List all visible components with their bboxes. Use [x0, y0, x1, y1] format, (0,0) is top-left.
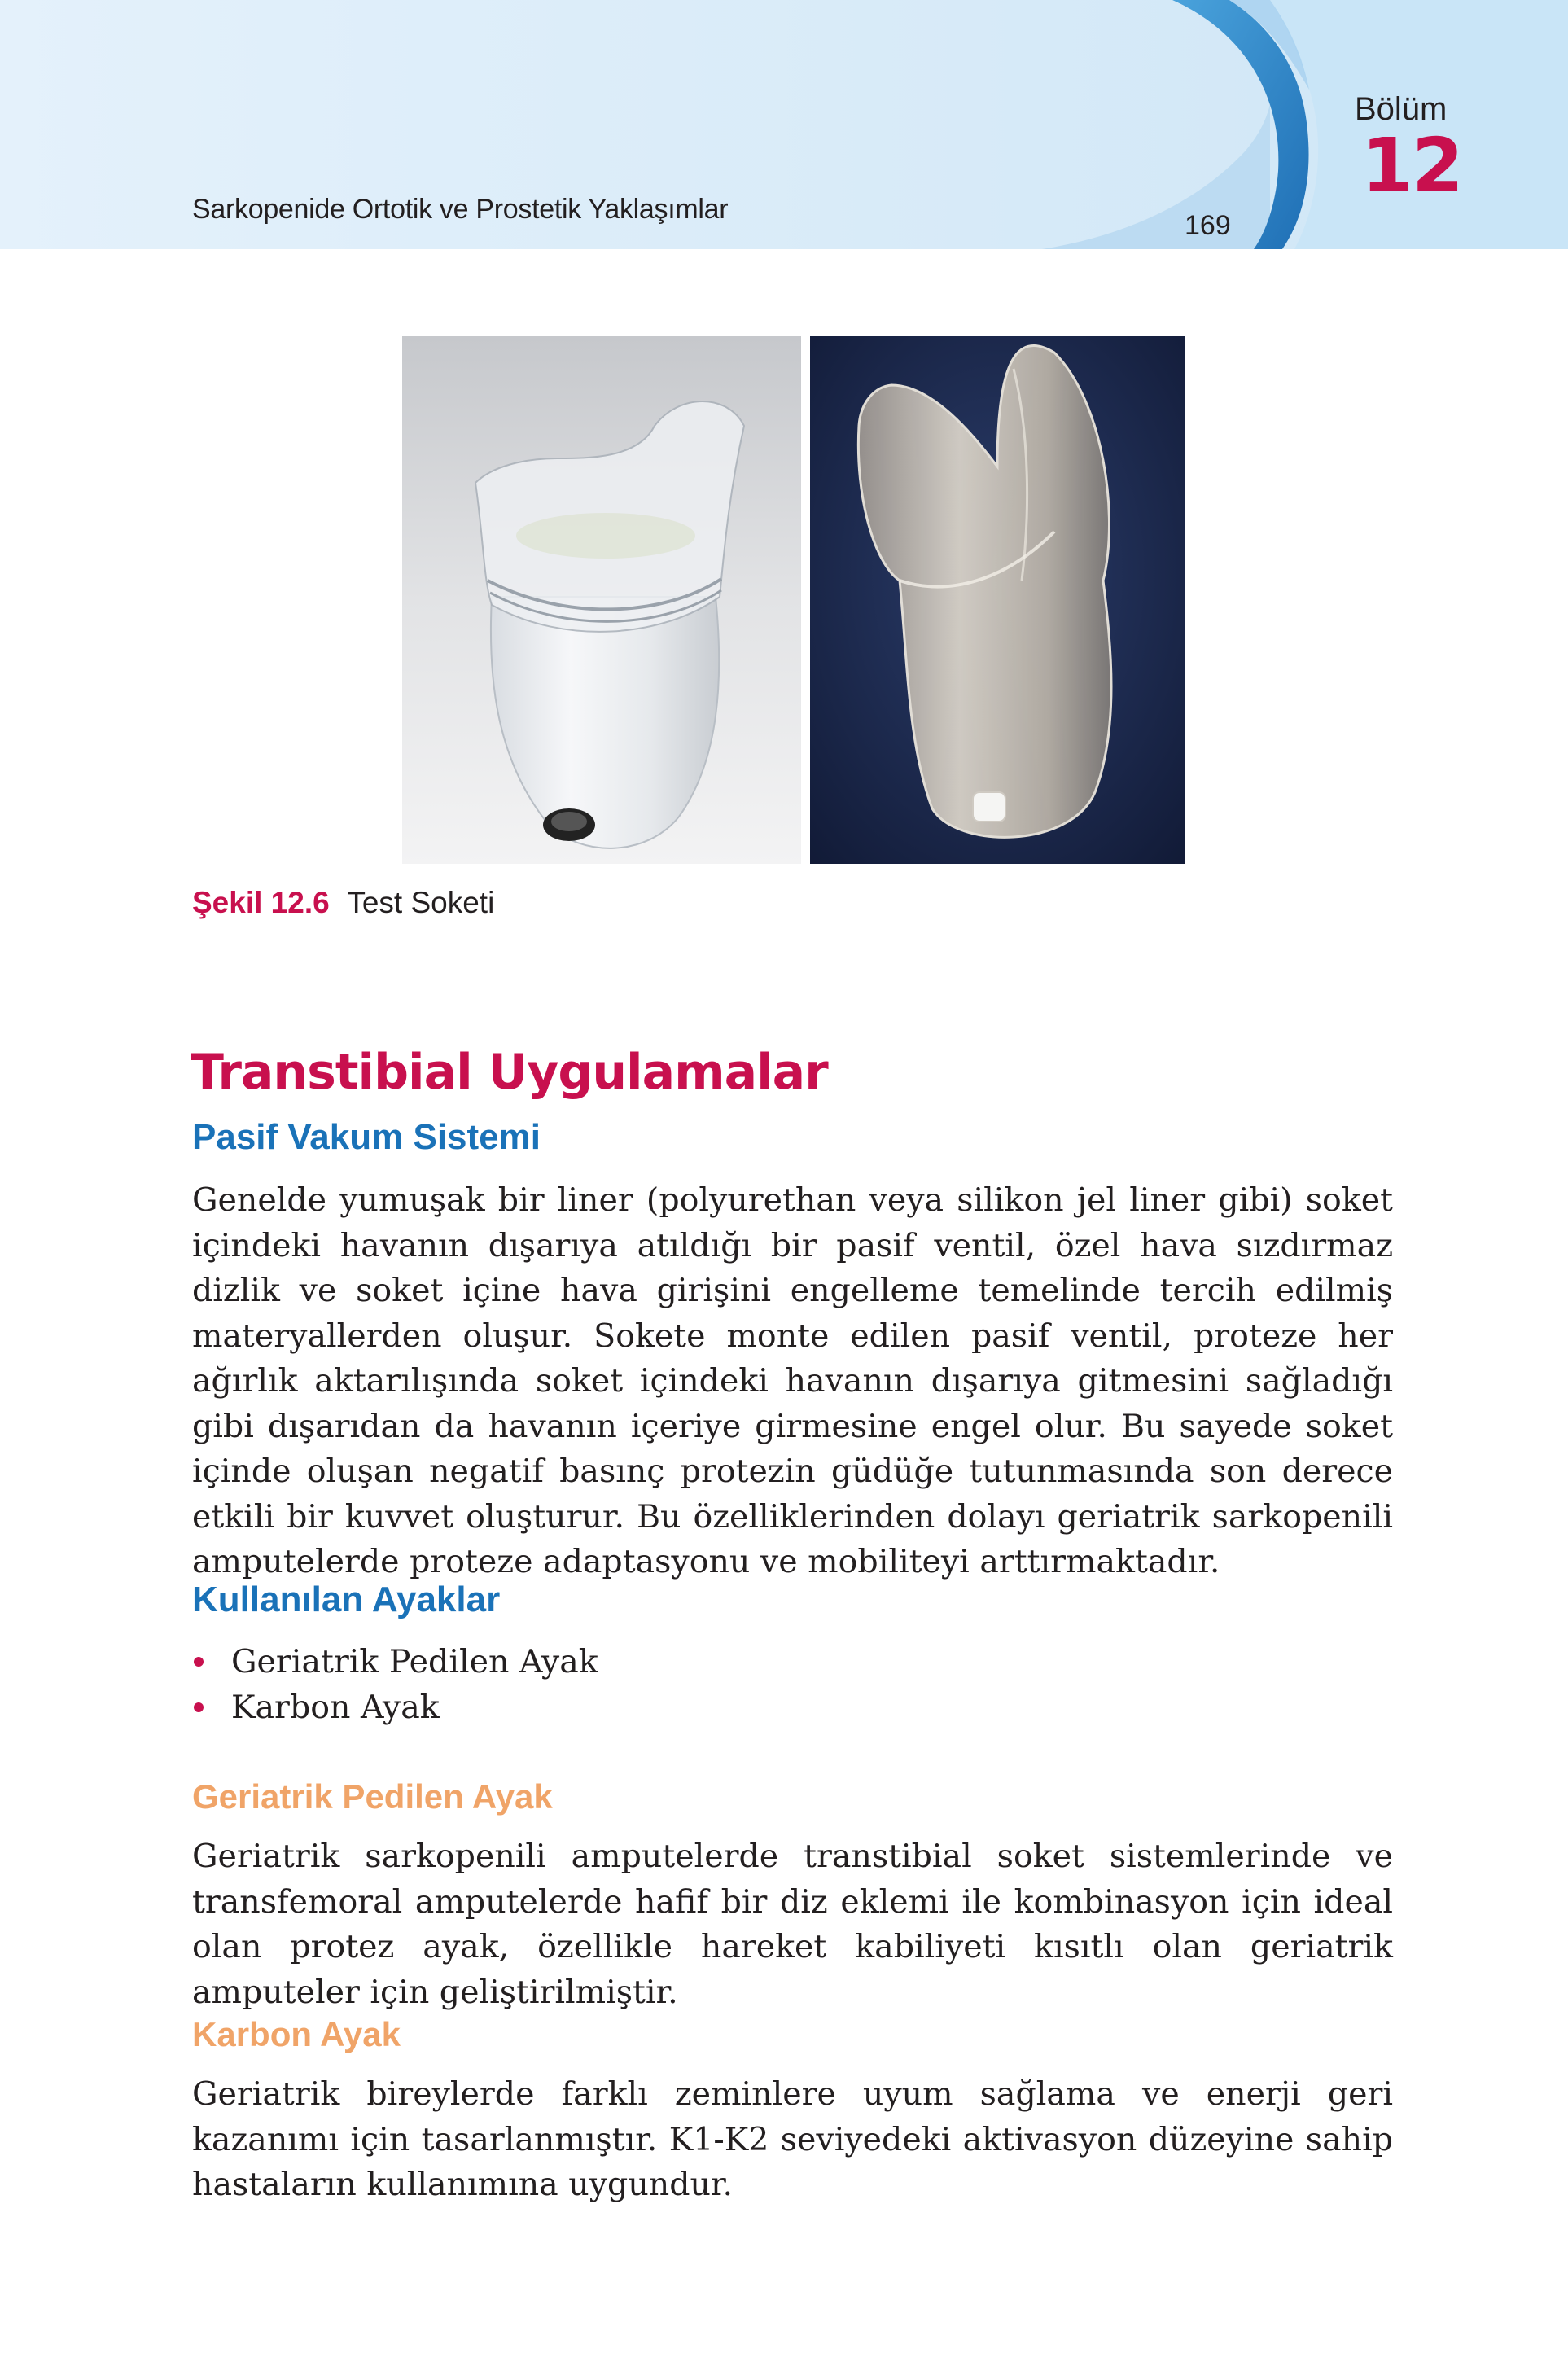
- page-number: 169: [1185, 210, 1231, 241]
- test-socket-photo-right: [810, 336, 1185, 864]
- list-item: [192, 1685, 598, 1730]
- subheading-geriatrik-pedilen-ayak: Geriatrik Pedilen Ayak: [192, 1777, 553, 1816]
- figure-caption-text: Test Soketi: [347, 886, 495, 919]
- subheading-kullanilan-ayaklar: Kullanılan Ayaklar: [192, 1580, 501, 1619]
- page-header: [0, 0, 1568, 249]
- chapter-label: Bölüm: [1355, 91, 1448, 127]
- test-socket-photo-left: [402, 336, 801, 864]
- running-title: Sarkopenide Ortotik ve Prostetik Yaklaşımlar: [192, 194, 729, 225]
- section-title: Transtibial Uygulamalar: [191, 1044, 828, 1101]
- chapter-number: 12: [1361, 122, 1463, 209]
- paragraph-pasif-vakum: Genelde yumuşak bir liner (polyurethan veya silikon jel liner gibi) soket içindeki havanın dışarıya atıldığı bir pasif ventil, özel hava sızdırmaz dizlik ve soket içine hava girişini engelleme temelinde tercih edilmiş materyallerden oluşur. Sokete monte edilen pasif ventil, proteze her ağırlık aktarılışında soket içindeki havanın dışarıya gitmesini sağladığı gibi dışarıdan da havanın içeriye girmesine engel olur. Bu sayede soket içinde oluşan negatif basınç protezin güdüğe tutunmasında son derece etkili bir kuvvet oluşturur. Bu özelliklerinden dolayı geriatrik sarkopenili amputelerde proteze adaptasyonu ve mobiliteyi arttırmaktadır.: [192, 1181, 1393, 1580]
- subheading-pasif-vakum: Pasif Vakum Sistemi: [192, 1117, 541, 1157]
- bullet-dot-icon: [194, 1657, 204, 1667]
- bullet-dot-icon: [194, 1702, 204, 1712]
- feet-list: [192, 1639, 598, 1730]
- list-item: [192, 1639, 598, 1685]
- figure-label: Şekil 12.6: [192, 886, 330, 919]
- list-item-text: Karbon Ayak: [231, 1689, 440, 1726]
- figure-caption: [192, 886, 494, 920]
- subheading-karbon-ayak: Karbon Ayak: [192, 2015, 401, 2053]
- list-item-text: Geriatrik Pedilen Ayak: [231, 1643, 598, 1680]
- paragraph-geriatrik-pedilen-ayak: Geriatrik sarkopenili amputelerde transtibial soket sistemlerinde ve transfemoral amputelerde hafif bir diz eklemi ile kombinasyon için ideal olan protez ayak, özellikle hareket kabiliyeti kısıtlı olan geriatrik amputeler için geliştirilmiştir.: [192, 1838, 1393, 2011]
- paragraph-karbon-ayak: Geriatrik bireylerde farklı zeminlere uyum sağlama ve enerji geri kazanımı için tasarlanmıştır. K1-K2 seviyedeki aktivasyon düzeyine sahip hastaların kullanımına uygundur.: [192, 2075, 1393, 2203]
